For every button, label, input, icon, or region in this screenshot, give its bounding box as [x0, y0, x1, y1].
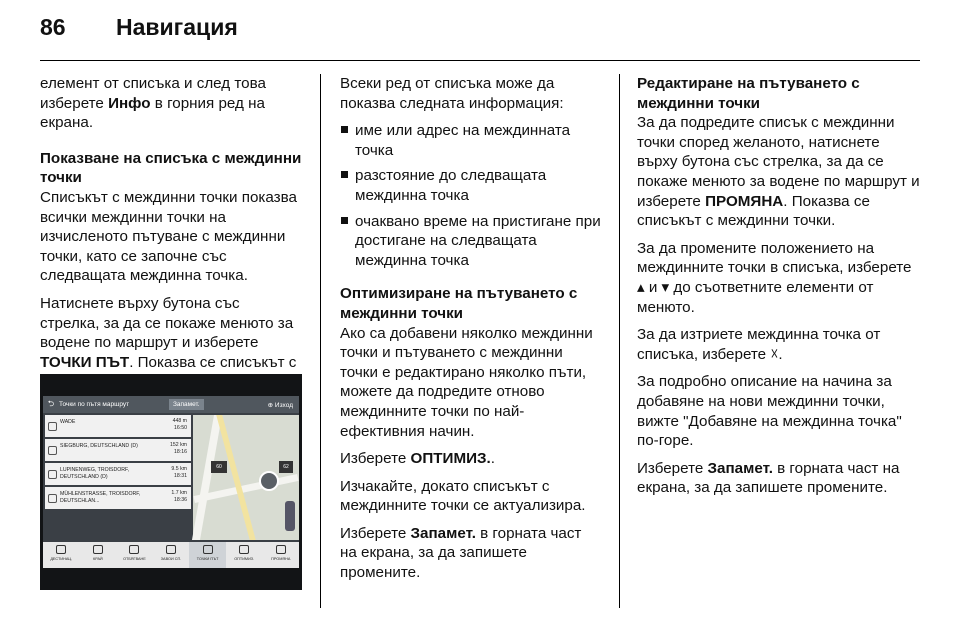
list-item: SIEGBURG, DEUTSCHLAND (D) 152 km 18:16 — [45, 439, 191, 461]
waypoint-icon — [48, 446, 57, 455]
infotainment-screenshot — [40, 374, 302, 590]
waypoint-screen — [43, 396, 299, 568]
end-icon — [93, 545, 103, 554]
waypoints-icon — [203, 545, 213, 554]
waypoint-icon — [48, 422, 57, 431]
menu-end: КРАЙ — [80, 542, 117, 568]
header-rule — [40, 60, 920, 61]
navigation-map — [193, 415, 299, 540]
paragraph: Ако са добавени няколко междинни точки и пътуването с междинни точки е редактирано няколко пъти, можете да подредите отново междинните точки по най-ефективния начин. — [340, 324, 593, 440]
optimize-icon — [239, 545, 249, 554]
info-list — [340, 121, 602, 270]
turn-list-icon — [166, 545, 176, 554]
paragraph: Натиснете върху бутона със стрелка, за да се покаже менюто за водене по маршрут и изберете ТОЧКИ ПЪТ. Показва се списъкът с — [40, 294, 297, 371]
paragraph: Изчакайте, докато списъкът с междинните точки се актуализира. — [340, 477, 586, 515]
subheading: Показване на списъка с междинни точки — [40, 149, 302, 187]
column-2 — [340, 74, 602, 591]
list-item: WADE 448 m 16:50 — [45, 415, 191, 437]
page-number: 86 — [40, 14, 66, 40]
menu-waypoints: ТОЧКИ ПЪТ — [189, 542, 226, 568]
destination-icon — [56, 545, 66, 554]
column-divider-2 — [619, 74, 620, 608]
list-item: разстояние до следващата междинна точка — [340, 166, 602, 205]
paragraph: Изберете Запамет. в горната част на екрана, за да запишете промените. — [340, 524, 582, 582]
zoom-control-icon — [285, 501, 295, 531]
waypoint-list — [45, 415, 191, 511]
list-item: очаквано време на пристигане при достигане на следващата междинна точка — [340, 212, 602, 271]
menu-optimize: ОПТИМИЗ. — [226, 542, 263, 568]
page-header — [40, 14, 238, 41]
menu-avoid: ОТБЯГВАНЕ — [116, 542, 153, 568]
column-divider-1 — [320, 74, 321, 608]
list-item: MÜHLENSTRASSE, TROISDORF, DEUTSCHLAN... 1.7 km 18:36 — [45, 487, 191, 509]
paragraph: За подробно описание на начина за добавяне на нови междинни точки, вижте "Добавяне на междинна точка" по-горе. — [637, 373, 902, 450]
avoid-icon — [129, 545, 139, 554]
list-item: LUPINENWEG, TROISDORF, DEUTSCHLAND (D) 9.5 km 18:31 — [45, 463, 191, 485]
section-title: Навигация — [116, 14, 238, 40]
paragraph: елемент от списъка и след това изберете Инфо в горния ред на екрана. — [40, 75, 266, 132]
column-3 — [637, 74, 923, 506]
speed-sign: 62 — [279, 461, 293, 473]
paragraph: Списъкът с междинни точки показва всички междинни точки на изчисленото пътуване с междинни точки, като се започне със следващата междинна точка. — [40, 188, 297, 285]
back-arrow-icon: ⮌ — [47, 398, 55, 408]
list-item: име или адрес на междинната точка — [340, 121, 602, 160]
subheading: Редактиране на пътуването с междинни точки — [637, 75, 860, 112]
speed-limit-sign: 60 — [211, 461, 227, 473]
save-button: Запамет. — [169, 399, 204, 410]
waypoint-icon — [48, 494, 57, 503]
column-1 — [40, 74, 302, 400]
paragraph: Изберете ОПТИМИЗ.. — [340, 450, 495, 468]
subheading: Оптимизиране на пътуването с междинни точки — [340, 285, 578, 322]
menu-destination: ДЕСТИНАЦ. — [43, 542, 80, 568]
exit-button: ⊕ Изход — [267, 401, 293, 409]
paragraph: Всеки ред от списъка може да показва следната информация: — [340, 75, 564, 112]
paragraph: За да промените положението на междинните точки в списъка, изберете ▴ и ▾ до съответните елементи от менюто. — [637, 239, 912, 316]
menu-edit: ПРОМЯНА — [262, 542, 299, 568]
paragraph: За да подредите списък с междинни точки според желаното, натиснете върху бутона със стрелка, за да се покаже менюто за водене по маршрут и изберете ПРОМЯНА. Показва се списъкът с междинни точки. — [637, 114, 920, 230]
vehicle-position-icon — [259, 471, 279, 491]
waypoint-icon — [48, 470, 57, 479]
bottom-menu-bar — [43, 542, 299, 568]
menu-turn-list: ЗАВОИ СП. — [153, 542, 190, 568]
screen-title: Точки по пътя маршрут — [59, 401, 130, 408]
screen-title-bar — [43, 396, 299, 413]
edit-icon — [276, 545, 286, 554]
paragraph: Изберете Запамет. в горната част на екрана, за да запишете промените. — [637, 459, 900, 497]
paragraph: За да изтриете междинна точка от списъка, изберете ☓. — [637, 326, 881, 363]
